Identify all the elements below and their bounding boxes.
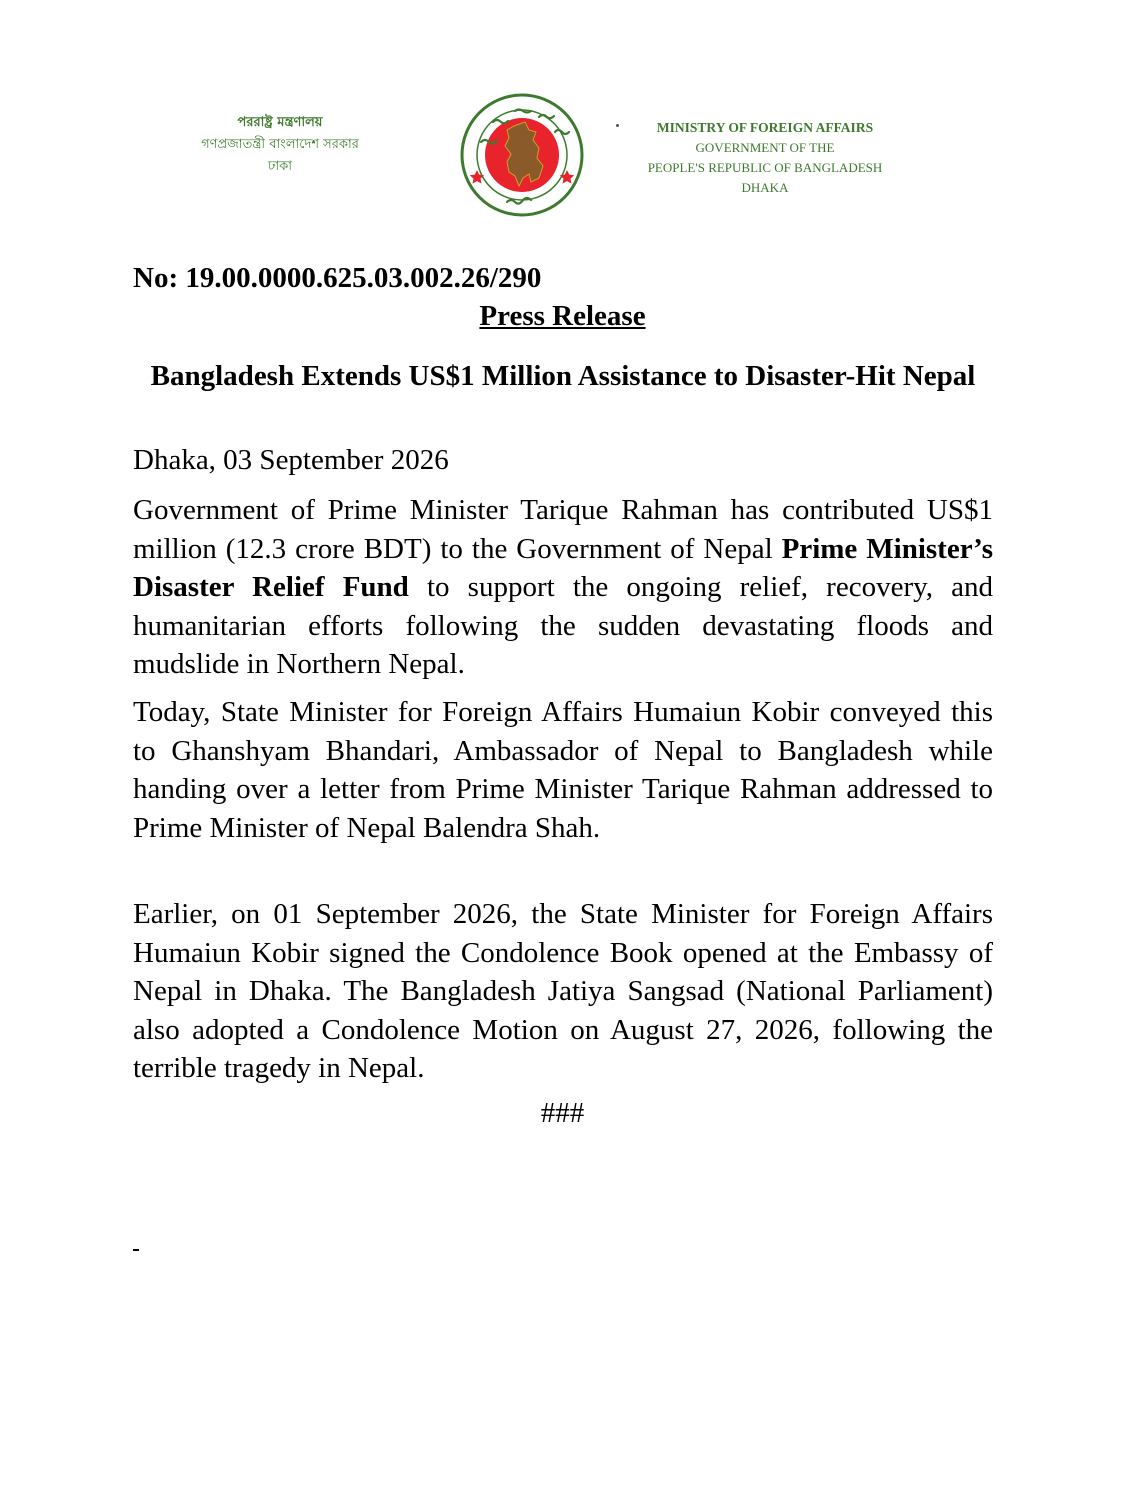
document-type-heading: [0, 300, 1125, 333]
letterhead-bangla-block: [180, 112, 380, 178]
paragraph-2: Today, State Minister for Foreign Affairs Humaiun Kobir conveyed this to Ghanshyam Bhandari, Ambassador of Nepal to Bangladesh while handing over a letter from Prime Minister Tarique Rahman addressed to Prime Minister of Nepal Balendra Shah.: [133, 696, 993, 844]
stray-dash-mark: [133, 1249, 139, 1251]
paragraph-3: Earlier, on 01 September 2026, the State Minister for Foreign Affairs Humaiun Kobir signed the Condolence Book opened at the Embassy of Nepal in Dhaka. The Bangladesh Jatiya Sangsad (National Parliament) also adopted a Condolence Motion on August 27, 2026, following the terrible tragedy in Nepal.: [133, 898, 993, 1084]
dateline: Dhaka, 03 September 2026: [133, 444, 449, 476]
english-government-line: GOVERNMENT OF THE: [695, 140, 835, 155]
letterhead-dot: [616, 124, 619, 127]
government-seal-icon: [459, 92, 585, 218]
letterhead: [0, 0, 1125, 230]
english-city-line: DHAKA: [741, 180, 789, 195]
press-release-label: Press Release: [479, 300, 646, 332]
press-release-headline: Bangladesh Extends US$1 Million Assistance to Disaster-Hit Nepal: [150, 360, 976, 392]
bangla-government-name: গণপ্রজাতন্ত্রী বাংলাদেশ সরকার: [201, 137, 359, 152]
relief-fund-name: Prime Minister’s Disaster Relief Fund: [133, 532, 993, 603]
bangla-ministry-name: পররাষ্ট্র মন্ত্রণালয়: [237, 115, 323, 130]
reference-number: No: 19.00.0000.625.03.002.26/290: [133, 262, 542, 294]
bangla-city-name: ঢাকা: [268, 159, 292, 174]
end-of-release-mark: ###: [540, 1097, 585, 1129]
paragraph-1-text-before: Government of Prime Minister Tarique Rahman has contributed US$1 million (12.3 crore BDT) to the Government of Nepal: [133, 494, 993, 565]
english-ministry-name: MINISTRY OF FOREIGN AFFAIRS: [656, 120, 874, 135]
paragraph-1-text-after: to support the ongoing relief, recovery, and humanitarian efforts following the sudden devastating floods and mudslide in Northern Nepal.: [133, 571, 993, 680]
paragraph-1: [133, 491, 993, 684]
letterhead-english-block: [620, 118, 910, 198]
english-country-line: PEOPLE'S REPUBLIC OF BANGLADESH: [647, 160, 883, 175]
